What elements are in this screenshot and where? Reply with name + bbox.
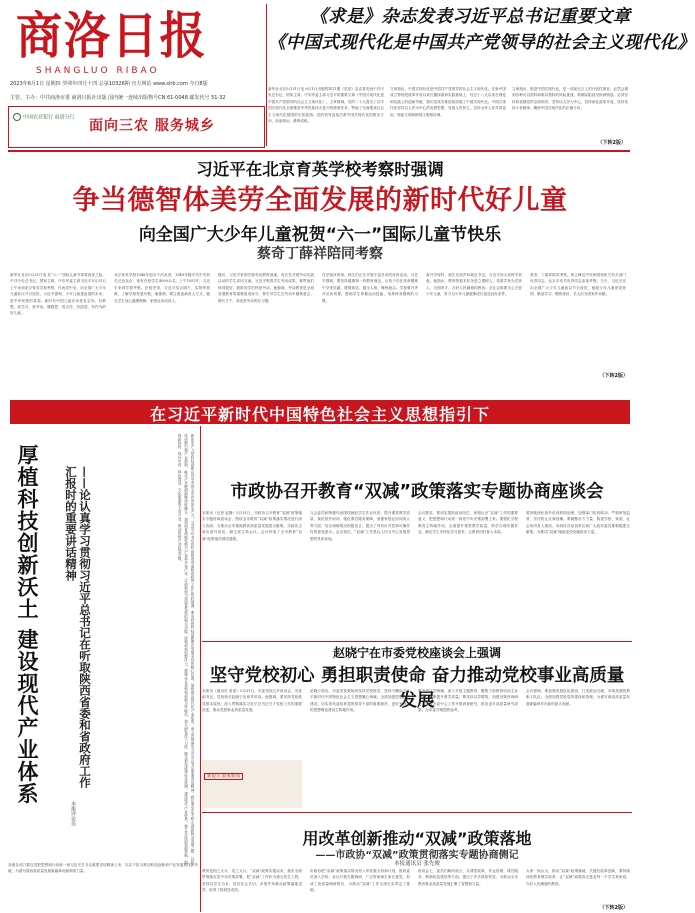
lead-column: 随后，习近平来到学校劳动教育基地，同正在开展劳动实践活动的学生亲切交流。习近平察看学生劳动成果，称赞他们种得很好，鼓励同学们热爱劳动。他强调，劳动教育是全面发展教育的重要组成部分，要引导学生在劳动中磨炼意志、增长才干，养成爱劳动的好习惯。: [218, 273, 314, 303]
lead-column: 离开学校时，师生们高声问候总书记，习近平向大家挥手致意。他指出，教育的根本任务是立德树人，希望学校为党育人、为国育才，办好人民满意的教育。全社会都要关心关爱少年儿童，努力为少年儿童健康成长创造良好条件。: [426, 273, 522, 297]
publisher-info: 主管、主办：中共商洛市委 商洛日报社出版 国内统一连续出版物号CN 61-0048 邮发代号 51-32: [10, 95, 226, 101]
story-3-column: 教育是国之大计、党之大计。“双减”政策实施以来，我市全面贯彻落实党中央决策部署，把“双减”工作作为重大民生工程，坚持以学生为本、回应社会关切，多措并举推动政策落地见效，取得了阶段性成效。: [202, 869, 302, 893]
story-3-author: 本报通讯员 张先俊: [394, 861, 440, 867]
story-party-school: [202, 642, 632, 812]
commentary-author: 本报评论员: [70, 801, 76, 826]
lead-column: 北京育英学校1948年创办于河北省，1949年随中共中央机关迁至北京，现有在校学生4000余名。上午10时许，习近平来到学校考察。在校史馆，习近平结合图片、实物等展陈，了解学校发展历程。他强调，要注重创新育人方式，健全学生身心健康保障，家校社协同育人。: [114, 273, 210, 303]
lead-column: 新华社北京5月31日电 在“六一”国际儿童节即将到来之际，中共中央总书记、国家主席、中央军委主席习近平5月31日上午来到北京育英学校考察，代表党中央，向全国广大少年儿童致以节日祝贺。习近平强调，少年儿童是祖国的未来，是中华民族的希望。新时代中国儿童应该是有志向、有梦想，爱学习、爱劳动，懂感恩、善合作，有创造、有作为的好儿童。: [10, 273, 106, 316]
commentary-footer: 各级各部门要自觉把思想和行动统一到习近平总书记重要讲话精神上来，以实干担当推动科技创新和产业发展取得新突破，为谱写陕西高质量发展新篇章贡献商洛力量。: [8, 863, 198, 874]
bank-logo: [13, 113, 75, 122]
story-2-kicker: 赵晓宁在市委党校座谈会上强调: [332, 646, 501, 660]
commentary: [8, 426, 198, 871]
story-3-column: 市政协把“双减”政策落实情况列入年度重点协商计划，组织委员深入学校、社区开展专题调研，广泛听取师生家长意见，形成了高质量调研报告，为推动“双减”工作走深走实奠定了基础。: [310, 869, 410, 893]
lead-kicker: 习近平在北京育英学校考察时强调: [196, 160, 444, 179]
newspaper-pinyin: SHANGLUO RIBAO: [36, 66, 160, 76]
qiushi-article-header[interactable]: [268, 4, 695, 56]
story-1-column: 与会委员和特邀代表围绕减轻学生作业负担、提升课堂教学质量、规范校外培训、强化课后服务保障、加强家校社协同育人等方面，结合调研情况积极发言，提出了具有针对性和可操作性的意见建议。会议指出，“双减”工作是以人民为中心发展思想的具体体现。: [310, 511, 410, 541]
qiushi-column-1: 新华社北京5月31日电 6月1日出版的第11期《求是》杂志将发表中共中央总书记、国家主席、中央军委主席习近平的重要文章《中国式现代化是中国共产党领导的社会主义现代化》。文章强调，党的二十大提出了以中国式现代化全面推进中华民族伟大复兴的使命任务，擘画了全面建成社会主义现代化强国的宏伟蓝图。党的领导直接关系中国式现代化的根本方向、前途命运、最终成败。: [268, 87, 384, 124]
story-1-column: 本报讯（记者 赵静）5月31日，市政协召开教育“双减”政策落实专题协商座谈会，围绕全市教育“双减”政策落实情况进行深入协商，为推动全市基础教育高质量发展建言献策。市政协主席出席并讲话，副主席主持会议。会议听取了全市教育“双减”政策落实情况通报。: [202, 511, 302, 541]
qiushi-headline-2: 《中国式现代化是中国共产党领导的社会主义现代化》: [268, 33, 695, 53]
bank-advertisement: [8, 106, 265, 148]
qiushi-column-2: 文章指出，中国式现代化是中国共产党领导的社会主义现代化。在新中国成立特别是改革开放以来长期探索和实践基础上，经过十八大以来在理论和实践上的创新突破，我们党成功推进和拓展了中国式现代化。中国式现代化坚持以人民为中心的发展思想，发展人民民主，坚持全体人民共同富裕，物质文明和精神文明相协调。: [390, 87, 506, 117]
story-1-headline[interactable]: 市政协召开教育“双减”政策落实专题协商座谈会: [230, 482, 604, 502]
bank-emblem-icon: [13, 113, 21, 121]
story-3-subhead: ——市政协“双减”政策贯彻落实专题协商侧记: [315, 850, 519, 861]
lead-continued[interactable]: （下转2版）: [599, 373, 628, 379]
story-2-inset: [202, 760, 302, 808]
issue-info: 2023年6月1日 星期四 癸卯年四月十四 总第10326期 官方网站 www.slrb.com 今日8版: [10, 81, 208, 87]
story-2-column: 要坚持以学铸魂，深入开展主题教育，聚焦干部教育培训主业主课，不断提升教学质量。要坚持以学增智，加强决策咨询研究，围绕市委中心工作开展调查研究，推出更多高质量研究成果，为市委决策提供参考。: [418, 689, 518, 713]
masthead-divider: [266, 4, 267, 146]
story-2-column: 赵晓宁指出，市委党校要始终坚持党校姓党，坚持不懈用习近平新时代中国特色社会主义思想凝心铸魂，全面加强思想政治建设，切实担负起培养党的领导干部的重要职责，更好发挥党的思想理论建设主阵地作用。: [310, 689, 410, 713]
lead-headline[interactable]: 争当德智体美劳全面发展的新时代好儿童: [72, 185, 568, 216]
story-cppcc-meeting: [202, 426, 632, 641]
theme-banner-text: 在习近平新时代中国特色社会主义思想指引下: [149, 405, 490, 424]
qiushi-article-body: [268, 86, 630, 146]
story-3-headline[interactable]: 用改革创新推动“双减”政策落地: [302, 829, 532, 848]
story-double-reduction: [202, 812, 632, 912]
story-1-column: 要持续深化校外培训机构治理，加强部门协同联动，严格审批监管，坚决防止反弹回潮。要凝聚各方力量，构建学校、家庭、社会协同育人格局，市政协各参加单位和广大政协委员要积极建言献策，为推动“双减”落地见效贡献政协力量。: [526, 511, 630, 535]
column-divider: [200, 426, 201, 912]
story-2-column: 会议强调，要加强党校队伍建设，打造政治过硬、本领高强的教职工队伍，全面加强党校党的建设和管理，为谱写商洛高质量发展新篇章作出新的更大贡献。: [526, 689, 630, 706]
story-3-column: 座谈会上，委员们畅所欲言，从课堂改革、作业管理、课后服务、教师队伍建设等方面，提出了许多真知灼见，为推动全市教育事业高质量发展汇聚了智慧和力量。: [418, 869, 518, 886]
newspaper-title: 商洛日报: [16, 6, 208, 65]
bank-name: 中国农业银行 商洛分行: [23, 114, 75, 121]
commentary-body: 新质生产力是科技创新在其中发挥主导作用的生产力。习近平总书记在听取陕西省委和省政府工作汇报时强调，要坚持把科技创新摆在发展全局的核心位置，加快建设现代化产业体系。深入贯彻落实习近平总书记重要讲话精神，我们要坚定不移走创新驱动发展之路，以科技创新引领产业创新，推动产业链创新链深度融合，加快培育战略性新兴产业和未来产业，让创新成为高质量发展的强大动能。厚植科技创新沃土，要强化企业科技创新主体地位，加大研发投入力度，健全科技成果转化机制。建设现代产业体系，要立足商洛资源禀赋，做强新材料、现代中药、绿色食品、文化旅游等主导产业，推动传统产业转型升级。: [178, 434, 195, 864]
theme-banner: [10, 400, 630, 424]
story-1-column: 会议要求，要切实提高政治站位，深刻认识“双减”工作的重要意义，把思想和行动统一到党中央决策部署上来。要强化学校教育主阵地作用，全面提升课堂教学质量，科学合理布置作业，满足学生多样化学习需求，让教育回归育人本真。: [418, 511, 518, 535]
qiushi-headline-1: 《求是》杂志发表习近平总书记重要文章: [310, 7, 631, 27]
commentary-headline[interactable]: 厚植科技创新沃土 建设现代产业体系: [15, 444, 40, 805]
story-2-headline[interactable]: 坚守党校初心 勇担职责使命 奋力推动党校事业高质量发展: [209, 666, 625, 711]
commentary-subhead: ——论认真学习贯彻习近平总书记在听取陕西省委和省政府工作汇报时的重要讲话精神: [64, 466, 92, 788]
lead-story: [10, 150, 630, 385]
qiushi-continued[interactable]: （下转2版）: [597, 140, 626, 146]
story-3-column: 大家一致认为，推动“双减”政策落地，关键在改革创新，要持续深化教育教学改革，让“双减”政策真正惠及每一个学生和家庭，办好人民满意的教育。: [526, 869, 630, 886]
lead-column: 蔡奇、丁薛祥陪同考察。何立峰及中央和国家机关有关部门负责同志，北京市有关负责同志参加考察。当天，习近平还向全国广大少年儿童致以节日祝贺，勉励少年儿童爱党爱国、勤奋学习、锻炼身体，长大后为国家作贡献。: [530, 273, 626, 297]
bank-slogan: 面向三农 服务城乡: [89, 118, 215, 134]
lead-deck-2: 蔡奇丁薛祥陪同考察: [257, 246, 383, 262]
story-2-tag[interactable]: 新提示 政策新闻: [204, 773, 243, 780]
story-2-column: 本报讯（通讯员 姜雷）5月31日，市委党校召开座谈会，市委副书记、党校校长赵晓宁出席并讲话。他强调，要坚持党校姓党根本原则，深入贯彻落实习近平总书记关于党校工作的重要论述，推动党校事业高质量发展。: [202, 689, 302, 713]
lead-column: 在学校体育场，师生们正在开展丰富多彩的体育活动。习近平强调，要坚持健康第一的教育理念，让孩子们在体育锻炼中享受乐趣、增强体质、健全人格、锤炼意志。学校要开齐开足体育课，帮助学生掌握运动技能，培养终身锻炼的习惯。: [322, 273, 418, 303]
qiushi-column-3: 文章指出，推进中国式现代化，是一项前无古人的开创性事业，必然会遇到各种可以预料和难以预料的风险挑战、艰难险阻甚至惊涛骇浪。必须坚持和加强党的全面领导，坚持以人民为中心，坚持深化改革开放，坚持发扬斗争精神，确保中国式现代化的正确方向。: [512, 87, 628, 111]
lead-deck: 向全国广大少年儿童祝贺“六一”国际儿童节快乐: [138, 225, 502, 245]
story-3-continued[interactable]: （下转2版）: [599, 905, 628, 911]
